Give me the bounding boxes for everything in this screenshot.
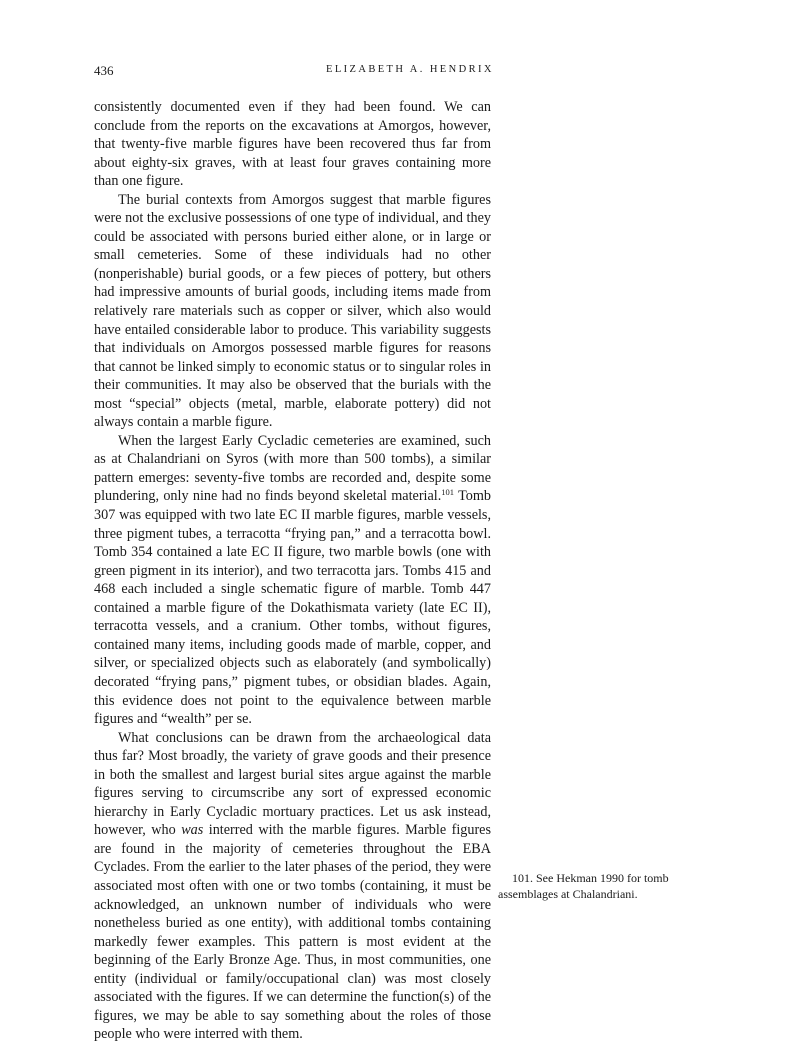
running-head: ELIZABETH A. HENDRIX <box>326 64 494 75</box>
paragraph-4-part-1: What conclusions can be drawn from the archaeological data thus far? Most broadly, the variety of grave goods and their presence in both the smallest and largest burial sites argue against the marble figures serving to circumscribe any sort of expressed economic hierarchy in Early Cycladic mortuary practices. Let us ask instead, however, who <box>94 729 491 839</box>
paragraph-3-part-2: Tomb 307 was equipped with two late EC II marble figures, marble vessels, three pigment tubes, a terracotta “frying pan,” and a terracotta bowl. Tomb 354 contained a late EC II figure, two marble bowls (one with green pigment in its interior), and two terracotta jars. Tombs 415 and 468 each included a single schematic figure of marble. Tomb 447 contained a marble figure of the Dokathismata variety (late EC II), terracotta vessels, and a cranium. Other tombs, without figures, contained many items, including goods made of marble, copper, and silver, or specialized objects such as elaborately (and symbolically) decorated “frying pans,” pigment tubes, or obsidian blades. Again, this evidence does not point to the equivalence between marble figures and “wealth” per se. <box>94 488 491 728</box>
paragraph-4 <box>94 729 491 1044</box>
page-number: 436 <box>94 63 114 78</box>
footnote-line-1: 101. See Hekman 1990 for tomb <box>512 871 669 885</box>
footnote-reference-101[interactable]: 101 <box>441 487 455 498</box>
paragraph-1: consistently documented even if they had been found. We can conclude from the reports on the excavations at Amorgos, however, that twenty-five marble figures have been recovered thus far from about eighty-six graves, with at least four graves containing more than one figure. <box>94 99 491 190</box>
paragraph-4-part-2: interred with the marble figures. Marble figures are found in the majority of cemeteries throughout the EBA Cyclades. From the earlier to the later phases of the period, they were associated most often with one or two tombs (containing, it must be acknowledged, an unknown number of individuals who were nonetheless buried as one entity), with additional tombs containing markedly fewer examples. This pattern is most evident at the beginning of the Early Bronze Age. Thus, in most communities, one entity (individual or family/occupational clan) was most closely associated with the figures. If we can determine the function(s) of the figures, we may be able to say something about the roles of those people who were interred with them. <box>94 822 491 1043</box>
emphasized-word: was <box>181 822 204 839</box>
paragraph-2: The burial contexts from Amorgos suggest that marble figures were not the exclusive possessions of one type of individual, and they could be associated with persons buried either alone, or in large or small cemeteries. Some of these individuals had no other (nonperishable) burial goods, or a few pieces of pottery, but others had impressive amounts of burial goods, including items made from relatively rare materials such as copper or silver, which also would have entailed considerable labor to produce. This variability suggests that individuals on Amorgos possessed marble figures for reasons that cannot be linked simply to economic status or to singular roles in their communities. It may also be observed that the burials with the most “special” objects (metal, marble, elaborate pottery) did not always contain a marble figure. <box>94 191 491 431</box>
footnote-line-2: assemblages at Chalandriani. <box>498 887 638 901</box>
footnote-101 <box>498 870 708 902</box>
paragraph-3 <box>94 432 491 729</box>
paragraph-3-part-1: When the largest Early Cycladic cemeteries are examined, such as at Chalandriani on Syros (with more than 500 tombs), a similar pattern emerges: seventy-five tombs are recorded and, despite some plundering, only nine had no finds beyond skeletal material. <box>94 432 491 505</box>
body-text <box>94 98 491 1044</box>
